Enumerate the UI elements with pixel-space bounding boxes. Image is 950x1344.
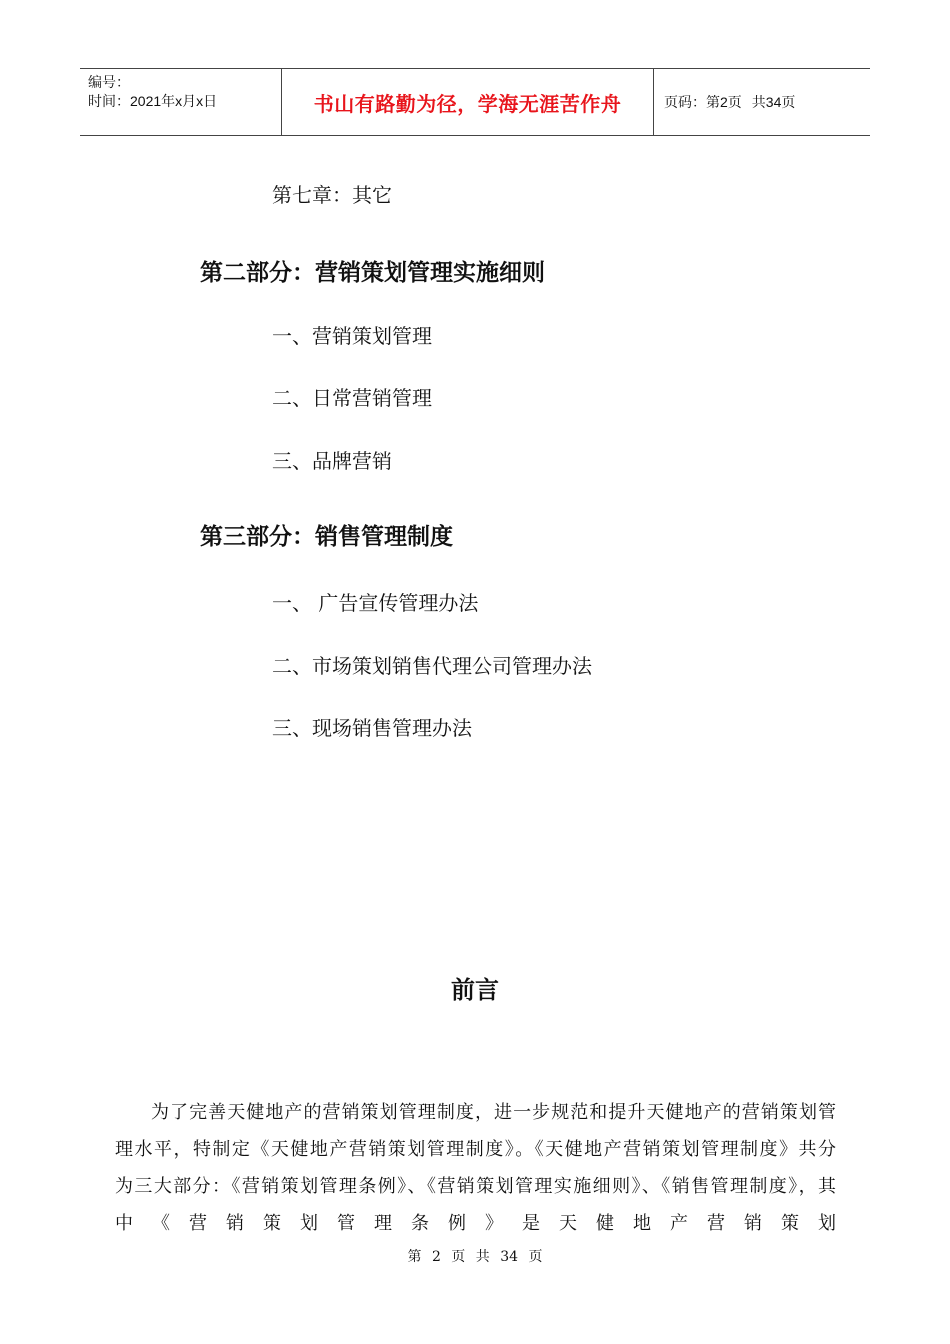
toc-part-2-item: 二、日常营销管理 [272, 386, 432, 410]
toc-part-2-item: 一、营销策划管理 [272, 324, 432, 348]
page-total-label: 共34页 [751, 94, 796, 110]
toc-part-3-item: 一、 广告宣传管理办法 [272, 591, 479, 615]
toc-part-3-title: 第三部分：销售管理制度 [200, 524, 453, 550]
header-motto: 书山有路勤为径，学海无涯苦作舟 [282, 69, 654, 135]
page-footer: 第 2 页 共 34 页 [407, 1249, 543, 1265]
time-label: 时间：2021年x月x日 [88, 93, 218, 109]
page-header [80, 68, 870, 136]
toc-part-3-item: 三、现场销售管理办法 [272, 716, 472, 740]
toc-chapter-7: 第七章：其它 [272, 183, 392, 207]
toc-part-3-item: 二、市场策划销售代理公司管理办法 [272, 654, 592, 678]
header-page-info [654, 69, 870, 135]
header-meta [80, 69, 282, 135]
toc-part-2-item: 三、品牌营销 [272, 449, 392, 473]
number-label: 编号： [88, 74, 130, 90]
toc-part-2-title: 第二部分：营销策划管理实施细则 [200, 260, 545, 286]
preface-title: 前言 [451, 976, 499, 1004]
preface-paragraph: 为了完善天健地产的营销策划管理制度，进一步规范和提升天健地产的营销策划管理水平，特制定《天健地产营销策划管理制度》。《天健地产营销策划管理制度》共分为三大部分：《营销策划管理条例》、《营销策划管理实施细则》、《销售管理制度》，其中《营销策划管理条例》是天健地产营销策划 [115, 1102, 837, 1234]
page-number-label: 页码：第2页 [664, 94, 742, 110]
